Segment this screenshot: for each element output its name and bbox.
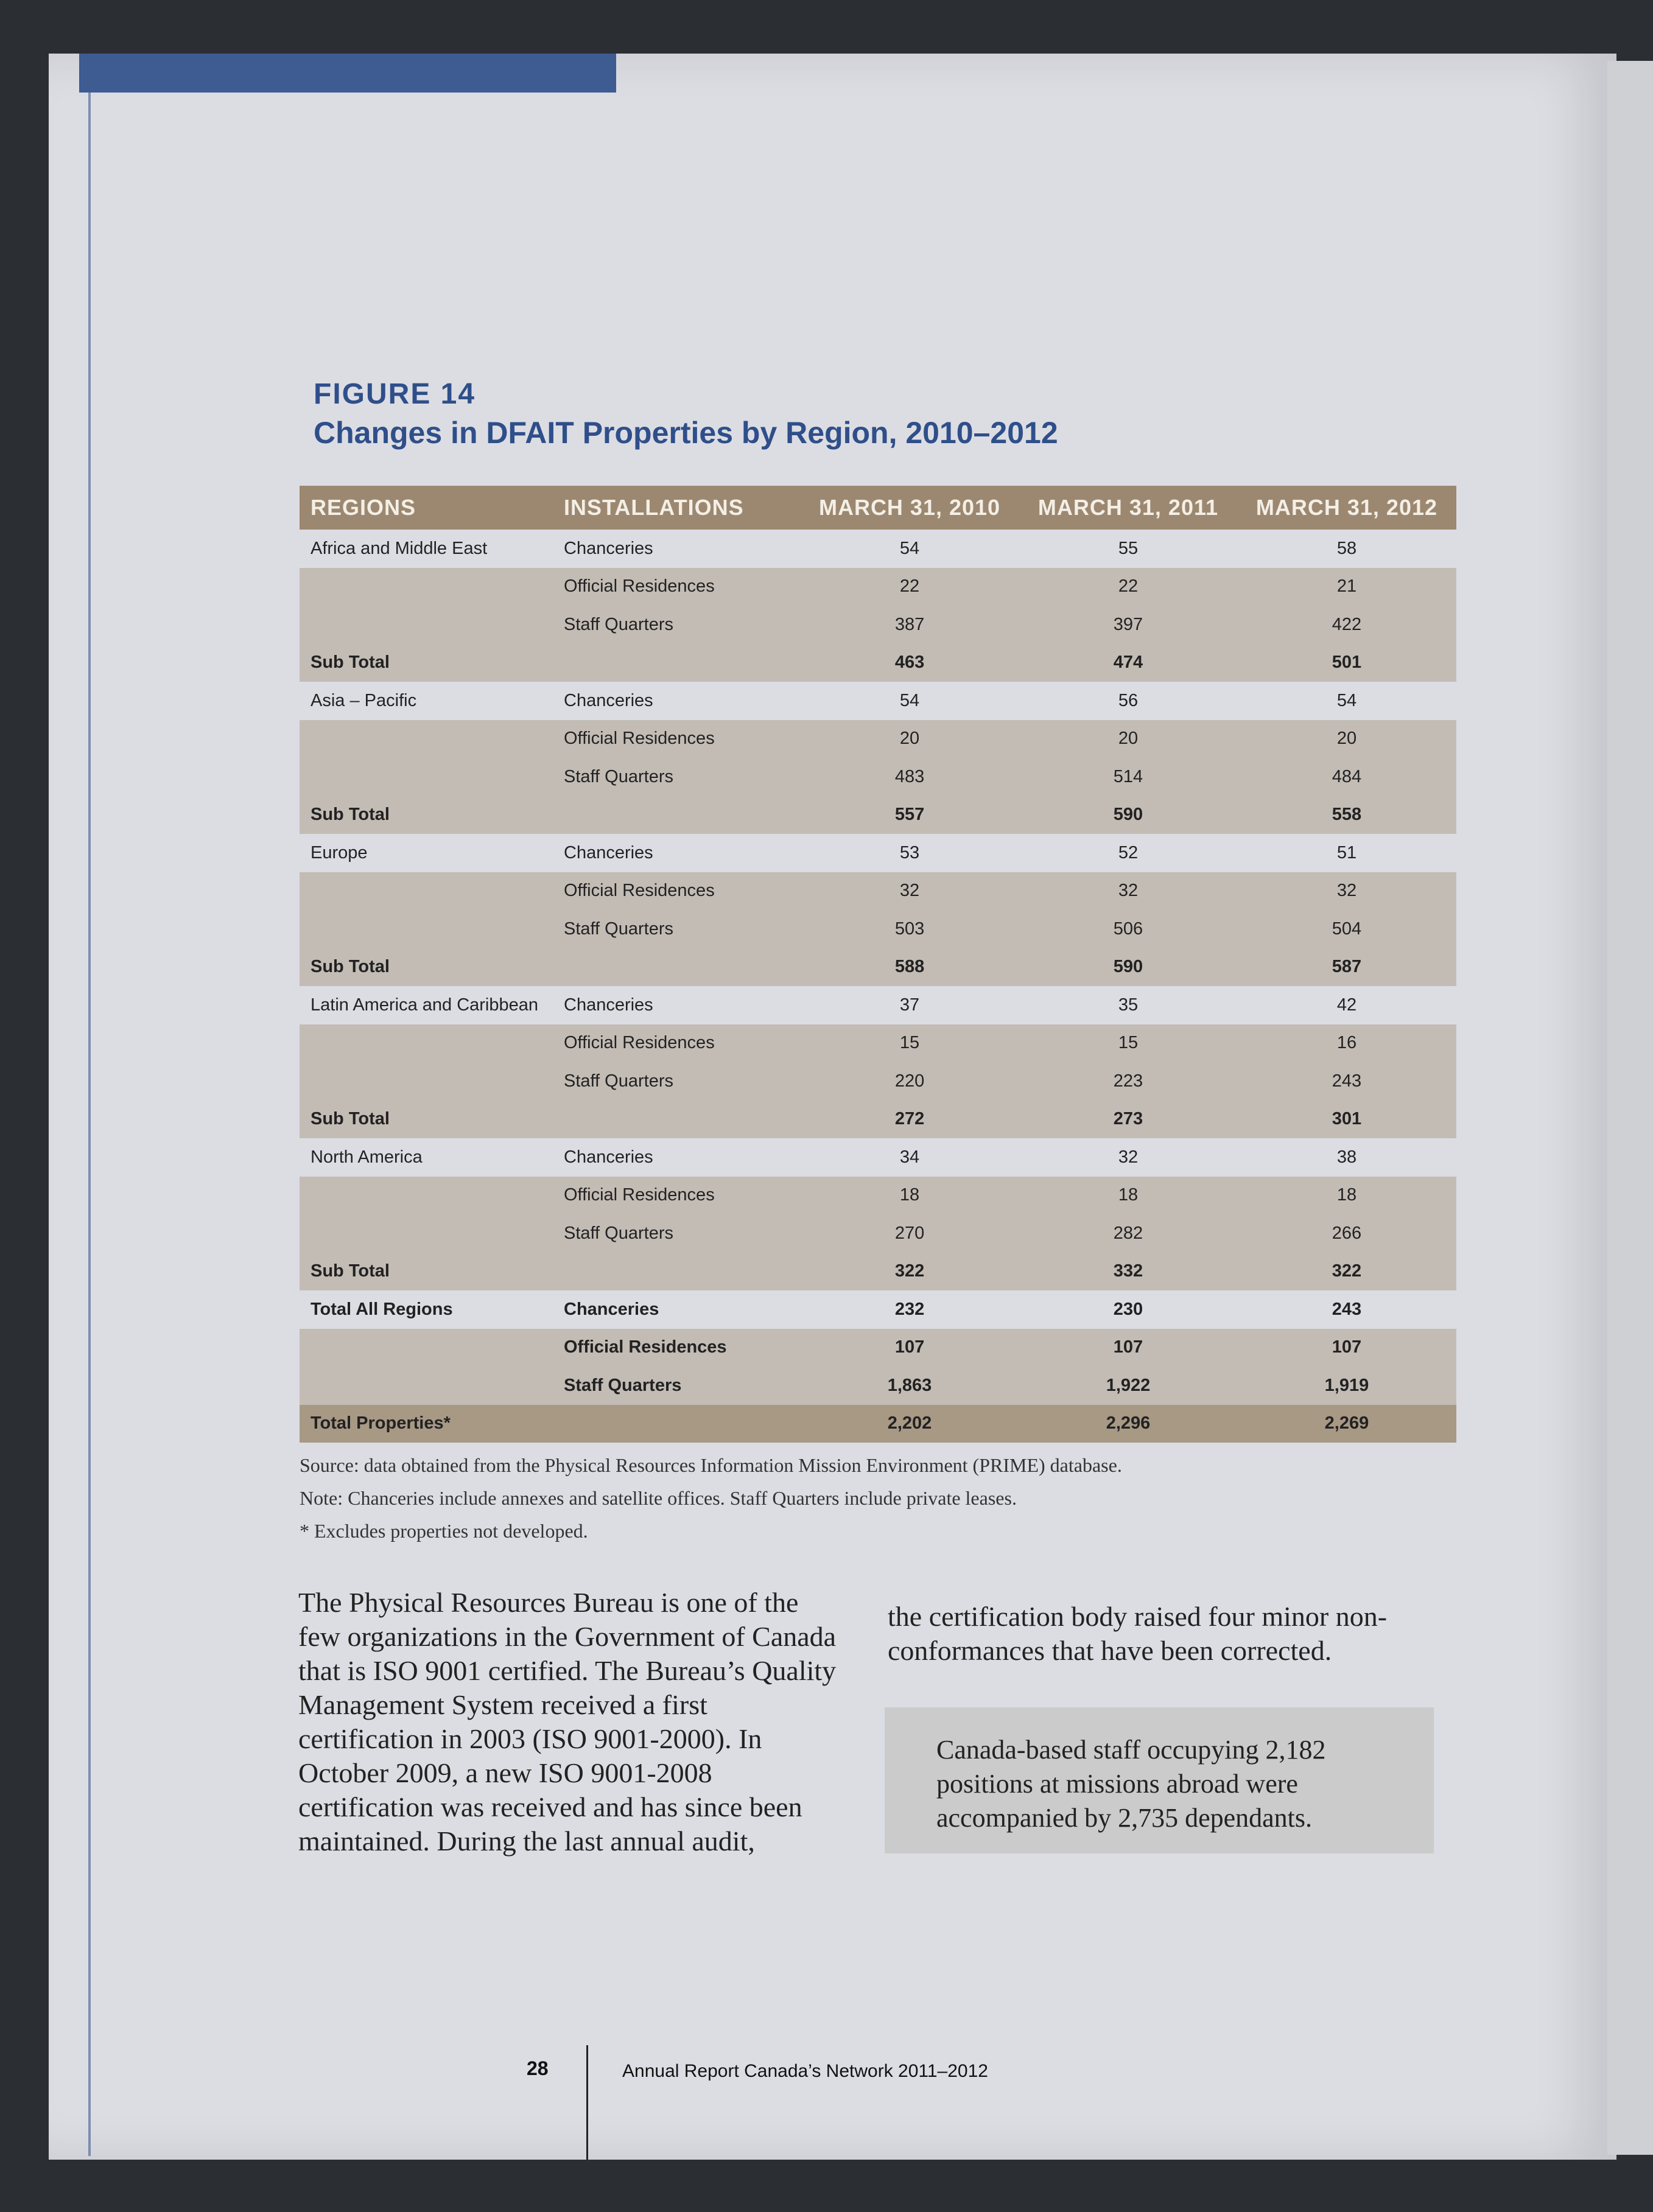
cell-region [300, 758, 553, 796]
cell-2012: 1,919 [1237, 1367, 1456, 1405]
cell-region: Sub Total [300, 796, 553, 835]
cell-region: Sub Total [300, 1101, 553, 1139]
col-header-installations: INSTALLATIONS [553, 486, 800, 530]
cell-2012: 58 [1336, 538, 1357, 558]
facing-page-edge [1607, 61, 1653, 2155]
cell-2011: 20 [1019, 720, 1237, 758]
cell-2010: 483 [800, 758, 1019, 796]
cell-2010: 15 [800, 1024, 1019, 1063]
cell-installation: Official Residences [553, 1329, 800, 1367]
cell-2011: 506 [1019, 910, 1237, 948]
cell-2012: 322 [1237, 1253, 1456, 1291]
cell-installation: Chanceries [564, 995, 653, 1015]
cell-2012: 16 [1237, 1024, 1456, 1063]
table-row [300, 1138, 1456, 1177]
table-row [300, 1177, 1456, 1215]
cell-2010: 54 [899, 690, 920, 710]
cell-region: Sub Total [300, 1253, 553, 1291]
cell-2011: 590 [1019, 948, 1237, 987]
table-row [300, 530, 1456, 568]
table-row [300, 1367, 1456, 1405]
callout-text: Canada-based staff occupying 2,182 positions at missions abroad were accompanied by 2,735 dependants. [936, 1735, 1326, 1833]
cell-2012: 501 [1237, 644, 1456, 682]
cell-2012: 266 [1237, 1214, 1456, 1253]
cell-2011: 56 [1118, 690, 1139, 710]
table-row [300, 606, 1456, 644]
cell-2012: 243 [1332, 1299, 1362, 1319]
cell-2011: 18 [1019, 1177, 1237, 1215]
header-accent-bar [79, 54, 616, 93]
table-row [300, 986, 1456, 1024]
cell-region: North America [311, 1147, 423, 1167]
cell-2012: 107 [1237, 1329, 1456, 1367]
table-body [300, 530, 1456, 1443]
cell-2012: 484 [1237, 758, 1456, 796]
cell-installation: Staff Quarters [553, 910, 800, 948]
cell-2010: 220 [800, 1062, 1019, 1101]
cell-2011: 35 [1118, 995, 1139, 1015]
cell-installation: Chanceries [564, 538, 653, 558]
cell-2010: 32 [800, 872, 1019, 911]
footnote: * Excludes properties not developed. [300, 1520, 588, 1542]
cell-2010: 53 [899, 842, 920, 863]
cell-2012: 2,269 [1237, 1405, 1456, 1443]
cell-2010: 54 [899, 538, 920, 558]
cell-installation: Staff Quarters [553, 1214, 800, 1253]
table-row [300, 1290, 1456, 1329]
col-header-2011: MARCH 31, 2011 [1019, 486, 1237, 530]
cell-installation [553, 1253, 800, 1291]
table-row [300, 1062, 1456, 1101]
table-row [300, 1101, 1456, 1139]
callout-box [885, 1707, 1434, 1853]
cell-installation [553, 948, 800, 987]
cell-region [300, 910, 553, 948]
chanceries-note: Note: Chanceries include annexes and satellite offices. Staff Quarters include private leases. [300, 1487, 1017, 1509]
cell-2012: 558 [1237, 796, 1456, 835]
cell-2011: 52 [1118, 842, 1139, 863]
cell-2010: 20 [800, 720, 1019, 758]
cell-2011: 230 [1113, 1299, 1143, 1319]
cell-2011: 514 [1019, 758, 1237, 796]
cell-2010: 34 [899, 1147, 920, 1167]
cell-2011: 282 [1019, 1214, 1237, 1253]
properties-table [300, 486, 1456, 1443]
cell-installation: Official Residences [553, 568, 800, 606]
cell-2011: 332 [1019, 1253, 1237, 1291]
cell-2011: 55 [1118, 538, 1139, 558]
cell-2010: 557 [800, 796, 1019, 835]
table-row [300, 796, 1456, 835]
cell-2011: 223 [1019, 1062, 1237, 1101]
cell-2012: 20 [1237, 720, 1456, 758]
footer-title: Annual Report Canada’s Network 2011–2012 [622, 2061, 988, 2081]
table-row [300, 834, 1456, 872]
cell-2012: 21 [1237, 568, 1456, 606]
body-text-left: The Physical Resources Bureau is one of the few organizations in the Government of Canada that is ISO 9001 certified. The Bureau’s Quality Management System received a first certification in 2003 (ISO 9001-2000). In October 2009, a new ISO 9001-2008 certification was received and has since been maintained. During the last annual audit, [298, 1587, 837, 1857]
cell-2010: 37 [899, 995, 920, 1015]
cell-installation: Official Residences [553, 720, 800, 758]
footer-divider [586, 2045, 588, 2160]
cell-2010: 272 [800, 1101, 1019, 1139]
cell-2011: 2,296 [1019, 1405, 1237, 1443]
body-text-right: the certification body raised four minor non-conformances that have been corrected. [888, 1601, 1388, 1666]
cell-2011: 590 [1019, 796, 1237, 835]
cell-2010: 270 [800, 1214, 1019, 1253]
table-header-row [300, 486, 1456, 530]
source-note: Source: data obtained from the Physical Resources Information Mission Environment (PRIME) database. [300, 1454, 1122, 1476]
cell-2012: 51 [1336, 842, 1357, 863]
cell-region [300, 1329, 553, 1367]
col-header-2012: MARCH 31, 2012 [1237, 486, 1456, 530]
cell-2012: 301 [1237, 1101, 1456, 1139]
table-row [300, 1214, 1456, 1253]
table-row [300, 872, 1456, 911]
table-row [300, 1329, 1456, 1367]
cell-installation: Official Residences [553, 1024, 800, 1063]
table-row [300, 910, 1456, 948]
cell-2011: 32 [1019, 872, 1237, 911]
table-row [300, 682, 1456, 720]
cell-installation [553, 644, 800, 682]
col-header-regions: REGIONS [300, 486, 553, 530]
cell-installation: Chanceries [564, 842, 653, 863]
cell-region [300, 720, 553, 758]
cell-2010: 2,202 [800, 1405, 1019, 1443]
table-row [300, 758, 1456, 796]
table-notes [300, 1449, 1456, 1547]
cell-2011: 32 [1118, 1147, 1139, 1167]
cell-2012: 18 [1237, 1177, 1456, 1215]
cell-region: Sub Total [300, 948, 553, 987]
cell-2011: 474 [1019, 644, 1237, 682]
cell-region: Asia – Pacific [311, 690, 417, 710]
cell-2010: 107 [800, 1329, 1019, 1367]
cell-2012: 243 [1237, 1062, 1456, 1101]
table-row [300, 1024, 1456, 1063]
cell-2010: 503 [800, 910, 1019, 948]
cell-installation: Staff Quarters [553, 606, 800, 644]
cell-2010: 18 [800, 1177, 1019, 1215]
margin-rule [88, 93, 91, 2156]
table-row [300, 568, 1456, 606]
figure-title: Changes in DFAIT Properties by Region, 2010–2012 [314, 416, 1058, 450]
cell-region: Sub Total [300, 644, 553, 682]
cell-installation: Official Residences [553, 1177, 800, 1215]
cell-installation: Official Residences [553, 872, 800, 911]
cell-2010: 322 [800, 1253, 1019, 1291]
cell-region [300, 1214, 553, 1253]
cell-installation: Chanceries [564, 1147, 653, 1167]
cell-region [300, 606, 553, 644]
cell-region: Total Properties* [300, 1405, 553, 1443]
cell-installation: Staff Quarters [553, 758, 800, 796]
cell-region [300, 1367, 553, 1405]
cell-2011: 397 [1019, 606, 1237, 644]
figure-label: FIGURE 14 [314, 378, 476, 410]
table-row [300, 1405, 1456, 1443]
cell-region: Latin America and Caribbean [311, 995, 539, 1015]
cell-installation: Chanceries [564, 1299, 659, 1319]
cell-2012: 38 [1336, 1147, 1357, 1167]
cell-region: Africa and Middle East [311, 538, 488, 558]
cell-2011: 107 [1019, 1329, 1237, 1367]
cell-2010: 1,863 [800, 1367, 1019, 1405]
cell-installation [553, 1405, 800, 1443]
cell-2010: 22 [800, 568, 1019, 606]
cell-installation: Staff Quarters [553, 1367, 800, 1405]
cell-2012: 504 [1237, 910, 1456, 948]
cell-2012: 422 [1237, 606, 1456, 644]
table-row [300, 948, 1456, 987]
cell-region [300, 872, 553, 911]
page-number: 28 [527, 2057, 549, 2079]
cell-2011: 15 [1019, 1024, 1237, 1063]
cell-installation [553, 1101, 800, 1139]
cell-2010: 588 [800, 948, 1019, 987]
cell-2010: 463 [800, 644, 1019, 682]
cell-2010: 232 [894, 1299, 925, 1319]
cell-installation: Chanceries [564, 690, 653, 710]
cell-region: Total All Regions [311, 1299, 453, 1319]
cell-2012: 587 [1237, 948, 1456, 987]
cell-region: Europe [311, 842, 368, 863]
cell-region [300, 1062, 553, 1101]
cell-region [300, 568, 553, 606]
cell-2010: 387 [800, 606, 1019, 644]
table-row [300, 644, 1456, 682]
cell-2012: 32 [1237, 872, 1456, 911]
cell-region [300, 1024, 553, 1063]
cell-2012: 54 [1336, 690, 1357, 710]
table-row [300, 720, 1456, 758]
cell-installation [553, 796, 800, 835]
cell-2012: 42 [1336, 995, 1357, 1015]
table-row [300, 1253, 1456, 1291]
cell-installation: Staff Quarters [553, 1062, 800, 1101]
cell-2011: 22 [1019, 568, 1237, 606]
col-header-2010: MARCH 31, 2010 [800, 486, 1019, 530]
cell-region [300, 1177, 553, 1215]
cell-2011: 1,922 [1019, 1367, 1237, 1405]
cell-2011: 273 [1019, 1101, 1237, 1139]
